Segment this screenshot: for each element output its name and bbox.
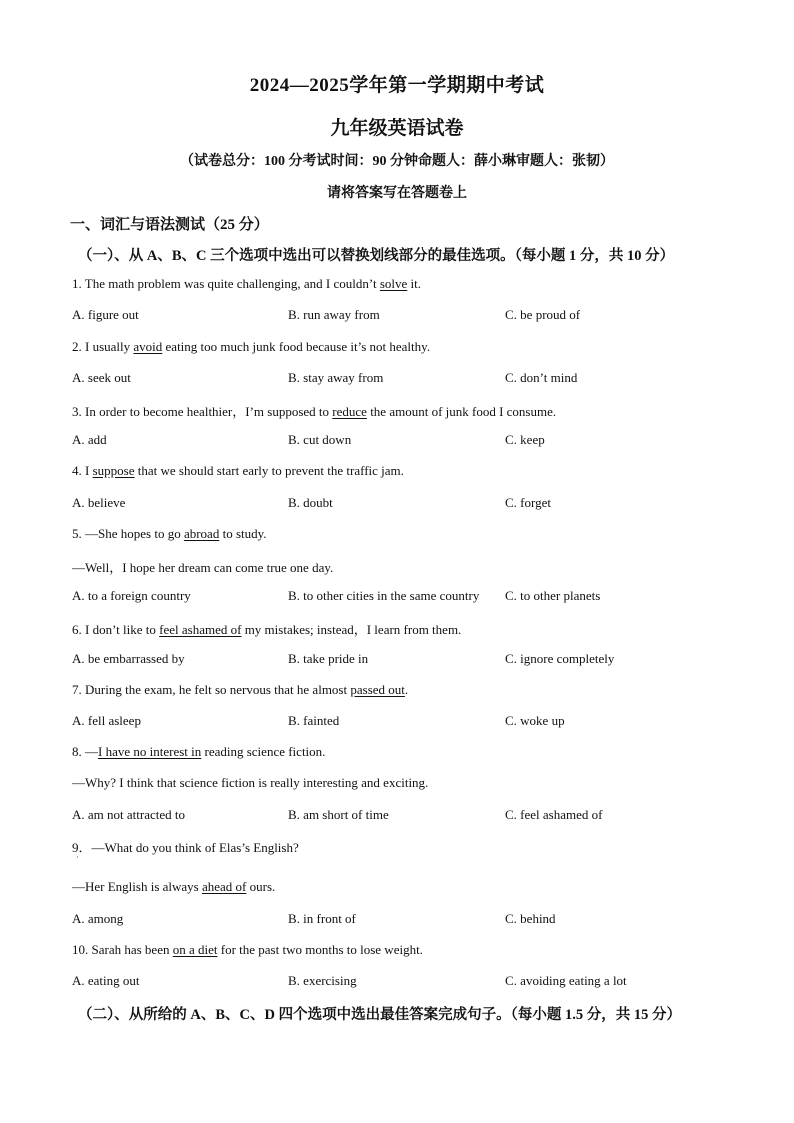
q1-option-c: C. be proud of [505,307,581,322]
q1-option-b: B. run away from [288,307,380,322]
underlined-term: passed out [350,682,405,697]
q9-option-a: A. among [72,911,124,926]
q2-option-a: A. seek out [72,370,131,385]
q10-option-a: A. eating out [72,973,140,988]
question-8: 8. —I have no interest in reading science fiction. [72,744,326,759]
q6-option-c: C. ignore completely [505,651,615,666]
question-8-reply: —Why? I think that science fiction is really interesting and exciting. [72,775,429,790]
exam-notice: 请将答案写在答题卷上 [327,186,467,201]
question-5-reply: —Well，I hope her dream can come true one day. [72,560,334,575]
stray-dot: · [76,853,79,862]
underlined-term: on a diet [172,942,218,957]
q10-option-b: B. exercising [288,973,357,988]
question-5: 5. —She hopes to go abroad to study. [72,526,267,541]
q6-option-a: A. be embarrassed by [72,651,185,666]
q8-option-c: C. feel ashamed of [505,807,603,822]
question-9-reply: —Her English is always ahead of ours. [72,879,276,894]
question-4: 4. I suppose that we should start early to prevent the traffic jam. [72,463,404,478]
q7-option-a: A. fell asleep [72,713,141,728]
q8-option-a: A. am not attracted to [72,807,185,822]
part1-instruction: （一）、从 A、B、C 三个选项中选出可以替换划线部分的最佳选项。（每小题 1 分，共 10 分） [78,248,675,264]
q6-option-b: B. take pride in [288,651,369,666]
underlined-term: avoid [133,339,163,354]
question-1: 1. The math problem was quite challenging, and I couldn’t solve it. [72,276,422,291]
underlined-term: ahead of [201,879,247,894]
exam-info: （试卷总分：100 分考试时间：90 分钟命题人：薛小琳审题人：张韧） [180,154,614,169]
underlined-term: I have no interest in [98,744,202,759]
q7-option-b: B. fainted [288,713,340,728]
question-10: 10. Sarah has been on a diet for the past two months to lose weight. [72,942,423,957]
q10-option-c: C. avoiding eating a lot [505,973,627,988]
exam-subtitle: 九年级英语试卷 [330,118,464,139]
q2-option-b: B. stay away from [288,370,384,385]
q3-option-b: B. cut down [288,432,352,447]
q2-option-c: C. don’t mind [505,370,578,385]
underlined-term: reduce [332,404,367,419]
q1-option-a: A. figure out [72,307,139,322]
q7-option-c: C. woke up [505,713,565,728]
underlined-term: abroad [183,526,220,541]
question-3: 3. In order to become healthier，I’m supposed to reduce the amount of junk food I consume. [72,404,557,419]
q5-option-b: B. to other cities in the same country [288,588,480,603]
q8-option-b: B. am short of time [288,807,389,822]
part2-instruction: （二）、从所给的 A、B、C、D 四个选项中选出最佳答案完成句子。（每小题 1.5 分，共 15 分） [78,1007,681,1023]
q5-option-c: C. to other planets [505,588,601,603]
section-heading: 一、词汇与语法测试（25 分） [70,217,269,233]
question-7: 7. During the exam, he felt so nervous that he almost passed out. [72,682,409,697]
question-9: 9．—What do you think of Elas’s English? [72,840,299,855]
exam-title: 2024—2025学年第一学期期中考试 [249,75,545,96]
question-6: 6. I don’t like to feel ashamed of my mistakes; instead，I learn from them. [72,622,462,637]
underlined-term: solve [379,276,408,291]
q9-option-c: C. behind [505,911,556,926]
q9-option-b: B. in front of [288,911,356,926]
q5-option-a: A. to a foreign country [72,588,191,603]
q4-option-a: A. believe [72,495,126,510]
q4-option-c: C. forget [505,495,551,510]
q3-option-c: C. keep [505,432,545,447]
q4-option-b: B. doubt [288,495,333,510]
underlined-term: suppose [92,463,135,478]
underlined-term: feel ashamed of [159,622,242,637]
q3-option-a: A. add [72,432,107,447]
question-2: 2. I usually avoid eating too much junk food because it’s not healthy. [72,339,431,354]
